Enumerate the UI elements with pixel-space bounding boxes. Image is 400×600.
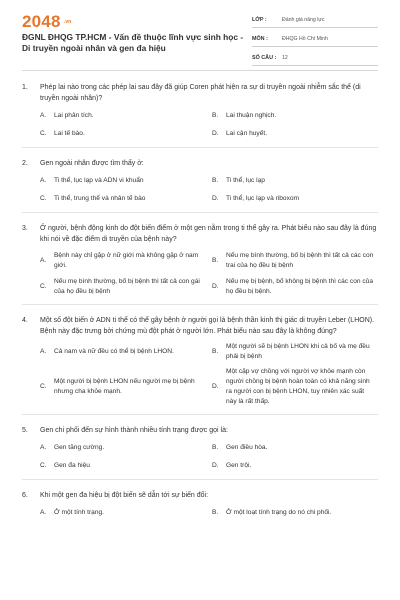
option-text: Một người sẽ bị bệnh LHON khi cả bố và mẹ đều phải bị bệnh	[226, 343, 370, 360]
option-text: Ti thể, lục lạp	[226, 177, 265, 184]
question-stem	[22, 82, 378, 104]
answer-options	[40, 439, 378, 475]
option-letter: B.	[212, 177, 219, 184]
answer-option-b[interactable]	[212, 248, 384, 274]
answer-option-a[interactable]	[40, 439, 212, 457]
option-letter: A.	[40, 177, 47, 184]
meta-row-count	[252, 51, 378, 66]
answer-option-d[interactable]	[212, 190, 384, 208]
answer-option-b[interactable]	[212, 107, 384, 125]
option-letter: B.	[212, 112, 219, 119]
answer-option-d[interactable]	[212, 125, 384, 143]
option-letter: D.	[212, 130, 219, 137]
answer-option-d[interactable]	[212, 457, 384, 475]
option-text: Một người bị bệnh LHON nếu người mẹ bị bệnh nhưng cha khỏe mạnh.	[54, 378, 195, 395]
question-stem	[22, 223, 378, 245]
option-text: Nếu mẹ bình thường, bố bị bệnh thì tất cả các con trai của họ đều bị bệnh	[226, 252, 374, 269]
option-text: Cả nam và nữ đều có thể bị bệnh LHON.	[54, 348, 174, 355]
answer-option-c[interactable]	[40, 190, 212, 208]
option-letter: D.	[212, 195, 219, 202]
option-letter: A.	[40, 257, 47, 264]
question-number: 3.	[22, 225, 28, 232]
site-logo[interactable]: 2048	[22, 12, 61, 31]
question-stem	[22, 315, 378, 337]
option-text: Ở một loạt tính trạng do nó chi phối.	[226, 509, 332, 516]
question-number: 5.	[22, 427, 28, 434]
question-item	[0, 315, 400, 410]
meta-value: ĐHQG Hồ Chí Minh	[282, 36, 328, 42]
option-letter: B.	[212, 257, 219, 264]
answer-option-c[interactable]	[40, 457, 212, 475]
question-item	[0, 425, 400, 475]
option-text: Lai thuận nghịch.	[226, 112, 277, 119]
option-letter: C.	[40, 195, 47, 202]
option-letter: B.	[212, 348, 219, 355]
question-divider	[22, 212, 378, 213]
option-text: Lai cận huyết.	[226, 130, 268, 137]
option-letter: C.	[40, 383, 47, 390]
site-logo-suffix: .vn	[64, 19, 72, 25]
option-text: Một cặp vợ chồng với người vợ khỏe mạnh còn người chồng bị bệnh hoàn toàn có khả năng sinh ra người con bị bệnh LHON, tuy nhiên xác suất này là rất thấp.	[226, 368, 370, 405]
option-text: Ti thể, trung thể và nhân tế bào	[54, 195, 146, 202]
question-text: Gen chi phối đến sự hình thành nhiều tính trạng được gọi là:	[40, 427, 228, 434]
option-letter: B.	[212, 509, 219, 516]
meta-label: MÔN :	[252, 36, 268, 42]
meta-value: 12	[282, 55, 288, 61]
question-divider	[22, 479, 378, 480]
question-divider	[22, 147, 378, 148]
answer-option-a[interactable]	[40, 172, 212, 190]
option-letter: A.	[40, 112, 47, 119]
option-letter: C.	[40, 462, 47, 469]
option-text: Gen điều hòa.	[226, 444, 268, 451]
header-divider	[22, 70, 378, 71]
meta-label: SỐ CÂU :	[252, 55, 277, 61]
question-text: Một số đột biến ở ADN ti thể có thể gây bệnh ở người gọi là bệnh thần kinh thị giác di truyền Leber (LHON). Bệnh này đặc trưng bởi chứng mù đột phát ở người lớn. Phát biểu nào sau đây là không đúng?	[40, 317, 375, 335]
option-text: Ti thể, lục lạp và riboxom	[226, 195, 300, 202]
question-text: Phép lai nào trong các phép lai sau đây đã giúp Coren phát hiện ra sự di truyền ngoài nhiễm sắc thể (di truyền ngoài nhân)?	[40, 84, 361, 102]
answer-option-b[interactable]	[212, 439, 384, 457]
option-text: Lai phân tích.	[54, 112, 94, 119]
option-letter: B.	[212, 444, 219, 451]
option-letter: A.	[40, 444, 47, 451]
option-text: Ở một tính trạng.	[54, 509, 105, 516]
exam-meta	[252, 13, 378, 70]
question-text: Gen ngoài nhân được tìm thấy ở:	[40, 160, 144, 167]
question-item	[0, 82, 400, 143]
answer-options	[40, 172, 378, 208]
answer-option-c[interactable]	[40, 274, 212, 300]
option-letter: C.	[40, 130, 47, 137]
answer-option-b[interactable]	[212, 504, 384, 522]
option-letter: C.	[40, 283, 47, 290]
answer-options	[40, 340, 378, 410]
answer-option-a[interactable]	[40, 107, 212, 125]
option-letter: A.	[40, 348, 47, 355]
option-text: Nếu mẹ bình thường, bố bị bệnh thì tất cả con gái của họ đều bị bệnh	[54, 278, 200, 295]
question-divider	[22, 304, 378, 305]
option-text: Gen trội.	[226, 462, 252, 469]
question-number: 1.	[22, 84, 28, 91]
answer-option-b[interactable]	[212, 340, 384, 364]
question-list	[0, 74, 400, 522]
question-stem	[22, 158, 378, 169]
option-text: Gen tăng cường.	[54, 444, 105, 451]
answer-options	[40, 107, 378, 143]
question-divider	[22, 414, 378, 415]
answer-option-a[interactable]	[40, 504, 212, 522]
document-title: ĐGNL ĐHQG TP.HCM - Vấn đề thuộc lĩnh vực sinh học - Di truyền ngoài nhân và gen đa hiệu	[22, 32, 244, 53]
question-text: Ở người, bệnh động kinh do đột biến điểm ở một gen nằm trong ti thể gây ra. Phát biểu nào sau đây là đúng khi nói về đặc điểm di truyền của bệnh này?	[40, 225, 377, 243]
question-number: 4.	[22, 317, 28, 324]
option-text: Nếu mẹ bị bệnh, bố không bị bệnh thì các con của họ đều bị bệnh.	[226, 278, 373, 295]
meta-label: LỚP :	[252, 17, 267, 23]
meta-row-subject	[252, 32, 378, 47]
question-item	[0, 223, 400, 300]
answer-option-a[interactable]	[40, 340, 212, 364]
option-text: Gen đa hiệu	[54, 462, 90, 469]
question-item	[0, 158, 400, 208]
answer-options	[40, 248, 378, 300]
question-number: 2.	[22, 160, 28, 167]
question-text: Khi một gen đa hiệu bị đột biến sẽ dẫn tới sự biến đổi:	[40, 492, 209, 499]
answer-option-a[interactable]	[40, 248, 212, 274]
answer-option-c[interactable]	[40, 364, 212, 410]
option-letter: D.	[212, 462, 219, 469]
answer-option-d[interactable]	[212, 364, 384, 410]
question-number: 6.	[22, 492, 28, 499]
question-item	[0, 490, 400, 522]
option-text: Lai tế bào.	[54, 130, 85, 137]
answer-option-c[interactable]	[40, 125, 212, 143]
question-stem	[22, 425, 378, 436]
option-letter: A.	[40, 509, 47, 516]
meta-row-class	[252, 13, 378, 28]
answer-options	[40, 504, 378, 522]
option-text: Bệnh này chỉ gặp ở nữ giới mà không gặp ở nam giới.	[54, 252, 199, 269]
question-stem	[22, 490, 378, 501]
page-header	[0, 0, 400, 64]
option-letter: D.	[212, 283, 219, 290]
meta-value: Đánh giá năng lực	[282, 17, 325, 23]
answer-option-b[interactable]	[212, 172, 384, 190]
option-text: Ti thể, lục lạp và ADN vi khuẩn	[54, 177, 144, 184]
option-letter: D.	[212, 383, 219, 390]
answer-option-d[interactable]	[212, 274, 384, 300]
